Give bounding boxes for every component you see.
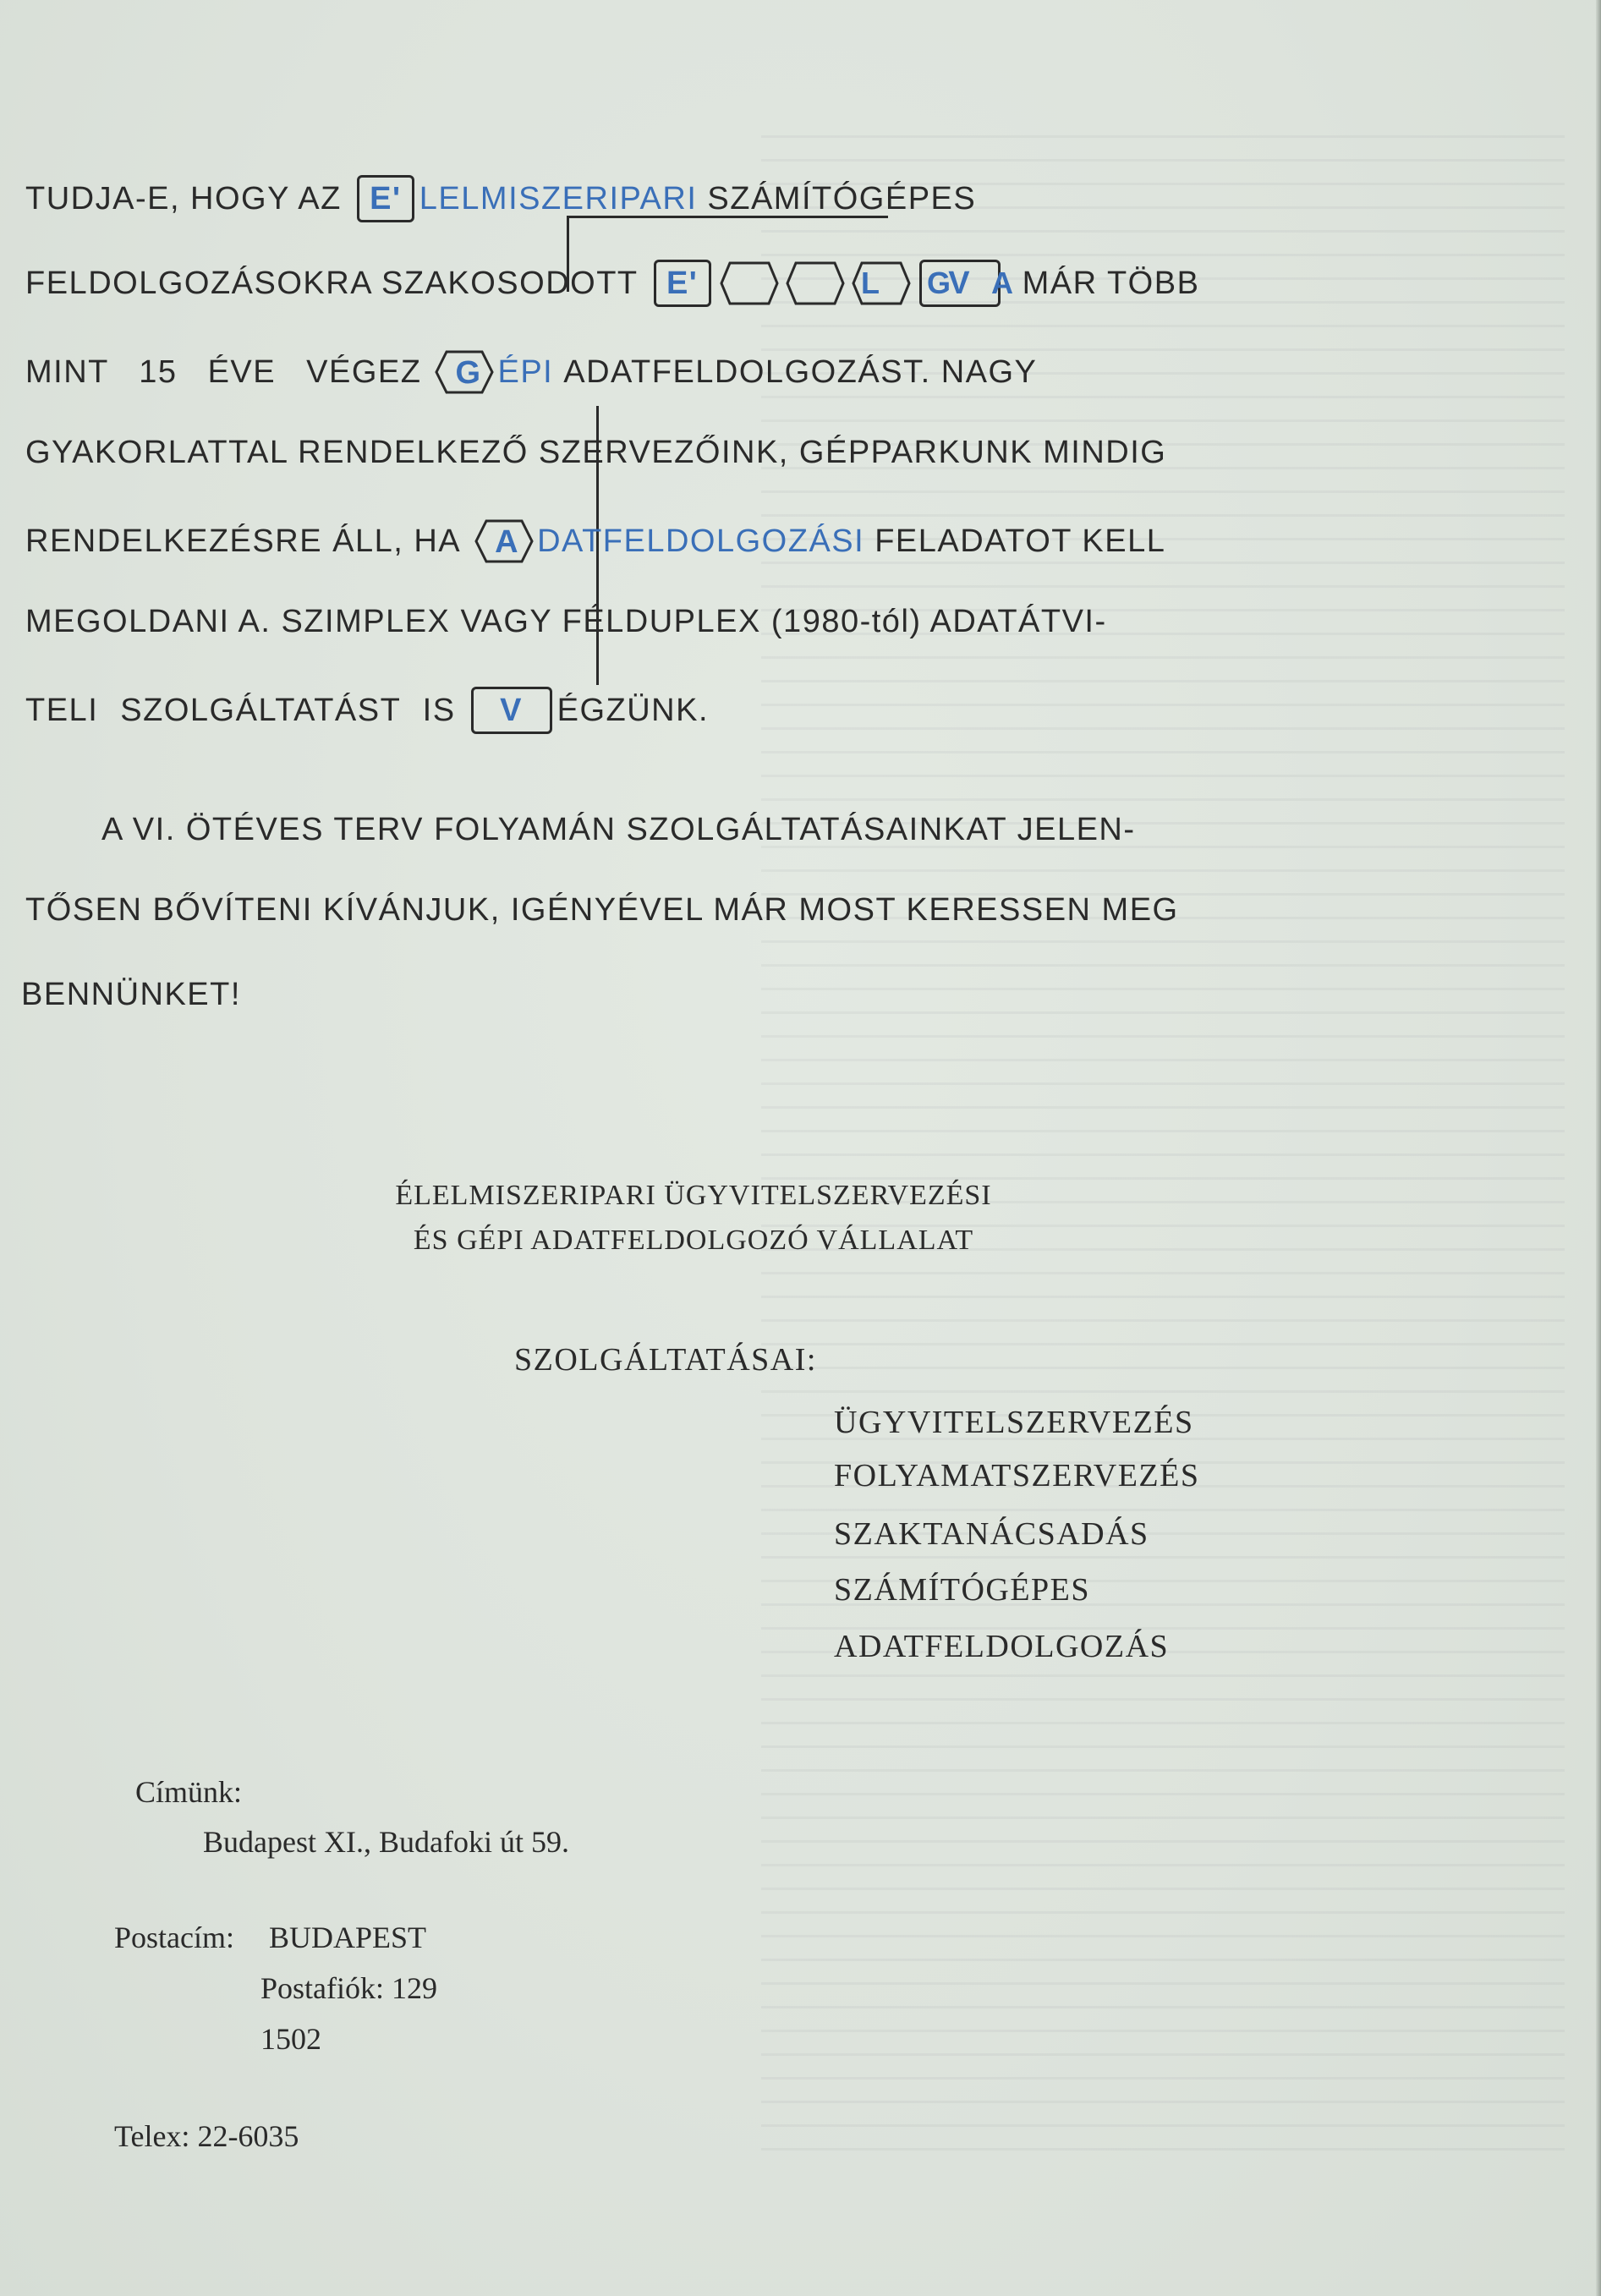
address: Budapest XI., Budafoki út 59. xyxy=(203,1825,569,1859)
plan-line-1: A VI. ÖTÉVES TERV FOLYAMÁN SZOLGÁLTATÁSAINKAT JELEN- xyxy=(101,812,1136,847)
ad-line-2 xyxy=(25,254,1199,313)
postal-box: Postafiók: 129 xyxy=(260,1971,438,2005)
ad-line-5-blue: DATFELDOLGOZÁSI xyxy=(537,523,865,559)
plan-line-3: BENNÜNKET! xyxy=(21,977,241,1012)
service-item: SZÁMÍTÓGÉPES xyxy=(834,1572,1091,1608)
postal-label: Postacím: xyxy=(114,1921,234,1954)
company-name-line-2: ÉS GÉPI ADATFELDOLGOZÓ VÁLLALAT xyxy=(413,1225,974,1256)
service-item: ADATFELDOLGOZÁS xyxy=(834,1629,1170,1664)
postal-code: 1502 xyxy=(260,2022,321,2056)
ad-line-4-text: GYAKORLATTAL RENDELKEZŐ SZERVEZŐINK, GÉPPARKUNK MINDIG xyxy=(25,434,1167,470)
a-hex-letter: A xyxy=(495,524,520,560)
telex: Telex: 22-6035 xyxy=(114,2119,299,2153)
g-hex-letter: G xyxy=(455,355,482,391)
ad-line-1 xyxy=(25,169,976,228)
logo-g-letter: G xyxy=(927,266,951,300)
plan-line-2: TŐSEN BŐVÍTENI KÍVÁNJUK, IGÉNYÉVEL MÁR MOST KERESSEN MEG xyxy=(25,892,1179,928)
services-title: SZOLGÁLTATÁSAI: xyxy=(514,1342,817,1378)
ad-line-2-pre: FELDOLGOZÁSOKRA SZAKOSODOTT xyxy=(25,265,639,301)
ad-line-5-post: FELADATOT KELL xyxy=(875,523,1166,559)
a-hex xyxy=(474,518,534,565)
e-box: E' xyxy=(357,175,414,222)
ad-line-6-text: MEGOLDANI A. SZIMPLEX VAGY FÉLDUPLEX (1980-tól) ADATÁTVI- xyxy=(25,603,1107,639)
service-item: ÜGYVITELSZERVEZÉS xyxy=(834,1405,1194,1440)
logo-e-box: E' xyxy=(654,260,711,307)
ad-line-3-post: ADATFELDOLGOZÁST. NAGY xyxy=(563,353,1038,390)
g-hex xyxy=(435,348,494,396)
elgav-logo xyxy=(649,260,1006,307)
logo-l-hex xyxy=(720,260,779,307)
ad-line-5-pre: RENDELKEZÉSRE ÁLL, HA xyxy=(25,523,462,559)
page-edge xyxy=(1596,0,1601,2296)
ad-line-6 xyxy=(25,592,1107,651)
ad-line-7 xyxy=(25,681,709,740)
ad-line-3-pre: MINT 15 ÉVE VÉGEZ xyxy=(25,353,422,390)
logo-v-box: V xyxy=(919,260,1001,307)
ad-line-1-blue: LELMISZERIPARI xyxy=(419,180,698,216)
service-item: FOLYAMATSZERVEZÉS xyxy=(834,1458,1200,1493)
service-item: SZAKTANÁCSADÁS xyxy=(834,1516,1149,1552)
logo-g-hex xyxy=(786,260,845,307)
ad-line-1-post: SZÁMÍTÓGÉPES xyxy=(707,180,977,216)
ad-line-3 xyxy=(25,342,1037,402)
ad-line-7-post: ÉGZÜNK. xyxy=(557,692,709,728)
ad-line-2-post: MÁR TÖBB xyxy=(1022,265,1200,301)
logo-a-letter: A xyxy=(991,266,1013,300)
ad-line-4 xyxy=(25,423,1166,482)
ad-line-7-pre: TELI SZOLGÁLTATÁST IS xyxy=(25,692,456,728)
postal-city: BUDAPEST xyxy=(269,1921,427,1954)
ad-line-3-blue: ÉPI xyxy=(497,353,554,390)
logo-l-letter: L xyxy=(861,266,880,300)
company-name-line-1: ÉLELMISZERIPARI ÜGYVITELSZERVEZÉSI xyxy=(395,1180,992,1211)
address-label: Címünk: xyxy=(135,1775,243,1809)
ad-line-1-pre: TUDJA-E, HOGY AZ xyxy=(25,180,342,216)
ad-line-5 xyxy=(25,512,1165,571)
v-box: V xyxy=(471,687,552,734)
